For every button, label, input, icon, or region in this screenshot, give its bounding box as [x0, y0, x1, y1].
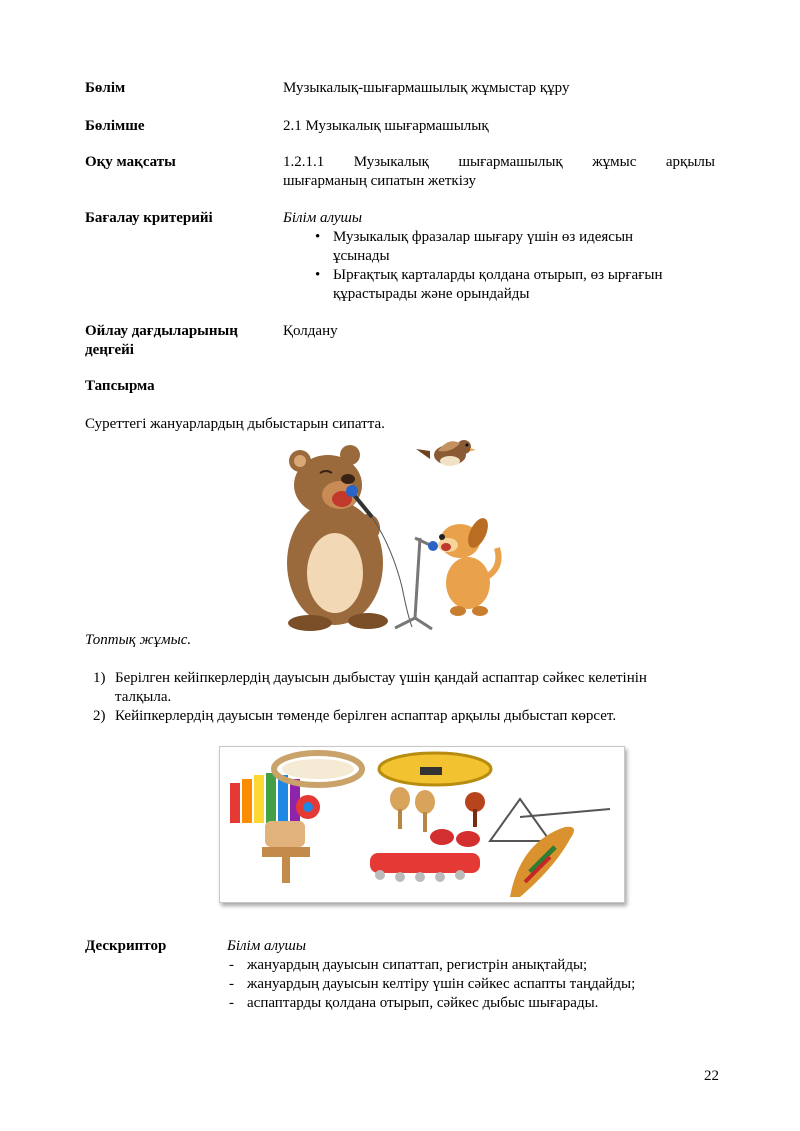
descriptor-item: - жануардың дауысын келтіру үшін сәйкес аспапты таңдайды; — [229, 975, 729, 994]
descriptor-intro: Білім алушы — [227, 938, 307, 954]
thinking-label: Ойлау дағдыларының деңгейі — [85, 323, 238, 358]
criteria-list — [311, 228, 711, 304]
yellow-tambourine-image — [379, 753, 491, 785]
objective-word: 1.2.1.1 — [283, 154, 325, 170]
objective-word: жұмыс — [592, 154, 637, 170]
subsection-value: 2.1 Музыкалық шығармашылық — [283, 118, 489, 134]
task-item: 2) Кейіпкерлердің дауысын төменде берілген аспаптар арқылы дыбыстап көрсет. — [93, 708, 617, 724]
thinking-value: Қолдану — [283, 323, 338, 339]
objective-line-2: шығарманың сипатын жеткізу — [283, 173, 476, 189]
criteria-label: Бағалау критерийі — [85, 210, 213, 226]
objective-word: арқылы — [665, 154, 715, 170]
singing-animals-illustration — [280, 433, 510, 633]
objective-word: шығармашылық — [458, 154, 563, 170]
dog-figure — [438, 515, 499, 616]
task-heading: Тапсырма — [85, 378, 155, 394]
task-item: 1) Берілген кейіпкерлердің дауысын дыбыстау үшін қандай аспаптар сәйкес келетінін талқыла. — [93, 670, 647, 705]
maracas-image — [390, 787, 485, 832]
subsection-label: Бөлімше — [85, 118, 145, 134]
descriptor-item: - жануардың дауысын сипаттап, регистрін анықтайды; — [229, 956, 729, 975]
tambourine-image — [274, 753, 362, 785]
musical-instruments-illustration — [220, 747, 624, 902]
section-value: Музыкалық-шығармашылық жұмыстар құру — [283, 80, 570, 96]
instruments-picture-frame — [219, 746, 625, 903]
objective-value — [283, 153, 715, 191]
wood-block-image — [262, 821, 310, 883]
task-list — [85, 669, 725, 726]
objective-label: Оқу мақсаты — [85, 154, 176, 170]
bird-figure — [416, 440, 476, 466]
small-drum-image — [296, 795, 320, 819]
task-instruction: Суреттегі жануарлардың дыбыстарын сипатта. — [85, 416, 385, 432]
criteria-item: • Музыкалық фразалар шығару үшін өз идеясын ұсынады — [311, 228, 711, 266]
group-work-label: Топтық жұмыс. — [85, 632, 192, 648]
section-label: Бөлім — [85, 80, 126, 96]
descriptor-list — [229, 956, 729, 1013]
jingle-bells-image — [370, 853, 480, 882]
fish-guiro-image — [510, 827, 574, 897]
criteria-item: • Ырғақтық карталарды қолдана отырып, өз ырғағын құрастырады және орындайды — [311, 266, 711, 304]
descriptor-label: Дескриптор — [85, 938, 167, 954]
descriptor-item: - аспаптарды қолдана отырып, сәйкес дыбыс шығарады. — [229, 994, 729, 1013]
objective-word: Музыкалық — [353, 154, 429, 170]
castanets-image — [430, 829, 480, 847]
page-number: 22 — [704, 1068, 719, 1084]
criteria-intro: Білім алушы — [283, 210, 363, 226]
objective-line-1 — [283, 153, 715, 172]
bear-figure — [287, 445, 388, 631]
